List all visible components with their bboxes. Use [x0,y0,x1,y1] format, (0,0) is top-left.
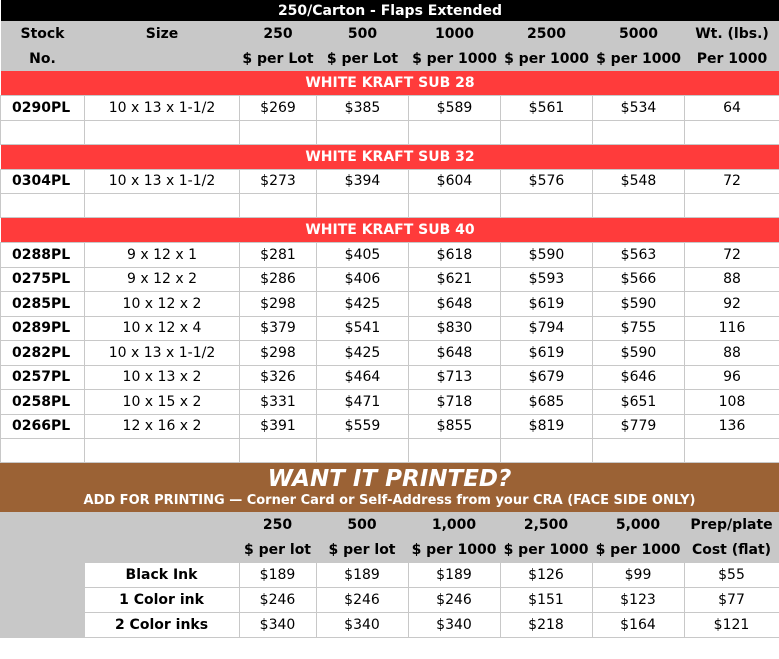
table-cell: $246 [408,588,500,613]
printing-banner [0,463,779,512]
col-header: Stock [1,21,85,46]
table-cell: 136 [685,414,779,439]
table-cell: 72 [685,169,779,194]
section-header [1,218,779,243]
table-cell: 64 [685,96,779,121]
stock-number: 0290PL [1,96,85,121]
col-subheader: $ per 1000 [592,537,684,563]
table-cell: $218 [500,613,592,638]
table-cell: $385 [317,96,409,121]
table-cell: $121 [684,613,779,638]
section-title: WHITE KRAFT SUB 40 [1,218,779,243]
table-cell: $298 [240,292,317,317]
table-cell: $471 [317,390,409,415]
table-cell: $164 [592,613,684,638]
col-subheader: $ per 1000 [501,46,593,71]
table-cell: $340 [408,613,500,638]
table-cell: $298 [240,341,317,366]
table-cell: $590 [593,292,685,317]
table-cell: $425 [317,292,409,317]
table-cell: $286 [240,267,317,292]
table-cell: $55 [684,563,779,588]
table-row [1,341,779,366]
col-header: Size [85,21,240,46]
table-cell: $189 [239,563,316,588]
ink-option-label: 1 Color ink [84,588,239,613]
header-row-2 [1,46,779,71]
stock-number: 0266PL [1,414,85,439]
table-cell: $566 [593,267,685,292]
stock-number: 0285PL [1,292,85,317]
col-subheader: $ per lot [316,537,408,563]
col-header: Prep/plate [684,512,779,537]
col-subheader: $ per 1000 [500,537,592,563]
table-cell: $541 [317,316,409,341]
table-cell: $561 [501,96,593,121]
size-cell: 10 x 12 x 2 [85,292,240,317]
col-subheader: $ per Lot [240,46,317,71]
table-cell: $563 [593,243,685,268]
table-cell: $648 [409,341,501,366]
size-cell: 10 x 12 x 4 [85,316,240,341]
table-row [1,169,779,194]
table-row [1,365,779,390]
table-cell: $590 [501,243,593,268]
spacer-row [1,194,779,218]
table-cell: $794 [501,316,593,341]
table-cell: 96 [685,365,779,390]
col-subheader: $ per 1000 [408,537,500,563]
table-cell: $855 [409,414,501,439]
size-cell: 10 x 13 x 1-1/2 [85,341,240,366]
spacer-row [1,439,779,463]
table-cell: $534 [593,96,685,121]
table-cell: $646 [593,365,685,390]
table-cell: $679 [501,365,593,390]
size-cell: 12 x 16 x 2 [85,414,240,439]
table-cell: $340 [316,613,408,638]
stock-number: 0258PL [1,390,85,415]
table-cell: $548 [593,169,685,194]
table-cell: $246 [239,588,316,613]
table-cell: $589 [409,96,501,121]
table-cell: $590 [593,341,685,366]
col-header: Wt. (lbs.) [685,21,779,46]
table-cell: 108 [685,390,779,415]
col-header: 5000 [593,21,685,46]
table-cell: $718 [409,390,501,415]
section-title: WHITE KRAFT SUB 32 [1,144,779,169]
section-header [1,144,779,169]
table-cell: $713 [409,365,501,390]
table-row [1,292,779,317]
col-header: 2500 [501,21,593,46]
col-header: 1,000 [408,512,500,537]
col-header: 2,500 [500,512,592,537]
table-cell: $830 [409,316,501,341]
size-cell: 10 x 13 x 2 [85,365,240,390]
table-cell: $425 [317,341,409,366]
size-cell: 10 x 15 x 2 [85,390,240,415]
stock-number: 0282PL [1,341,85,366]
table-cell: $651 [593,390,685,415]
table-cell: $559 [317,414,409,439]
ink-option-label: Black Ink [84,563,239,588]
table-cell: $648 [409,292,501,317]
col-subheader: Per 1000 [685,46,779,71]
col-subheader [85,46,240,71]
printing-subline: ADD FOR PRINTING — Corner Card or Self-Address from your CRA (FACE SIDE ONLY) [83,493,696,508]
table-row [1,316,779,341]
table-cell: $189 [316,563,408,588]
printing-header-row-2 [0,537,779,563]
col-subheader: $ per lot [239,537,316,563]
table-row [1,96,779,121]
table-cell: $151 [500,588,592,613]
table-row [1,267,779,292]
table-cell: 116 [685,316,779,341]
table-cell: 92 [685,292,779,317]
table-cell: $326 [240,365,317,390]
col-header: 500 [317,21,409,46]
printing-header-row-1 [0,512,779,537]
table-cell: 88 [685,341,779,366]
table-row [1,243,779,268]
col-header: 1000 [409,21,501,46]
page-title: 250/Carton - Flaps Extended [277,2,503,19]
size-cell: 9 x 12 x 2 [85,267,240,292]
table-row [1,390,779,415]
section-header [1,71,779,96]
table-row [1,414,779,439]
col-header: 5,000 [592,512,684,537]
table-cell: $379 [240,316,317,341]
table-cell: $779 [593,414,685,439]
printing-row [0,588,779,613]
stock-number: 0257PL [1,365,85,390]
table-cell: $331 [240,390,317,415]
table-cell: $340 [239,613,316,638]
printing-table [0,512,779,638]
table-cell: $464 [317,365,409,390]
table-cell: $685 [501,390,593,415]
spacer-row [1,120,779,144]
col-subheader: $ per 1000 [409,46,501,71]
printing-row [0,563,779,588]
table-cell: $391 [240,414,317,439]
table-cell: $77 [684,588,779,613]
size-cell: 10 x 13 x 1-1/2 [85,169,240,194]
table-cell: $406 [317,267,409,292]
table-cell: $273 [240,169,317,194]
table-cell: $593 [501,267,593,292]
title-bar [1,0,779,21]
table-cell: $819 [501,414,593,439]
table-cell: $246 [316,588,408,613]
table-cell: $99 [592,563,684,588]
table-cell: $618 [409,243,501,268]
table-cell: $619 [501,292,593,317]
section-title: WHITE KRAFT SUB 28 [1,71,779,96]
table-cell: $394 [317,169,409,194]
col-header: 250 [239,512,316,537]
printing-row [0,613,779,638]
col-subheader: $ per 1000 [593,46,685,71]
col-subheader: Cost (flat) [684,537,779,563]
col-subheader: No. [1,46,85,71]
table-cell: 88 [685,267,779,292]
stock-number: 0289PL [1,316,85,341]
col-header: 250 [240,21,317,46]
table-cell: $281 [240,243,317,268]
table-cell: $576 [501,169,593,194]
table-cell: $123 [592,588,684,613]
header-row-1 [1,21,779,46]
stock-number: 0288PL [1,243,85,268]
printing-headline: WANT IT PRINTED? [267,466,512,492]
size-cell: 9 x 12 x 1 [85,243,240,268]
table-cell: $755 [593,316,685,341]
table-cell: $189 [408,563,500,588]
col-header: 500 [316,512,408,537]
stock-number: 0304PL [1,169,85,194]
table-cell: $405 [317,243,409,268]
table-cell: $604 [409,169,501,194]
table-cell: $619 [501,341,593,366]
ink-option-label: 2 Color inks [84,613,239,638]
table-cell: $126 [500,563,592,588]
col-subheader: $ per Lot [317,46,409,71]
table-cell: 72 [685,243,779,268]
stock-number: 0275PL [1,267,85,292]
size-cell: 10 x 13 x 1-1/2 [85,96,240,121]
table-cell: $621 [409,267,501,292]
table-cell: $269 [240,96,317,121]
